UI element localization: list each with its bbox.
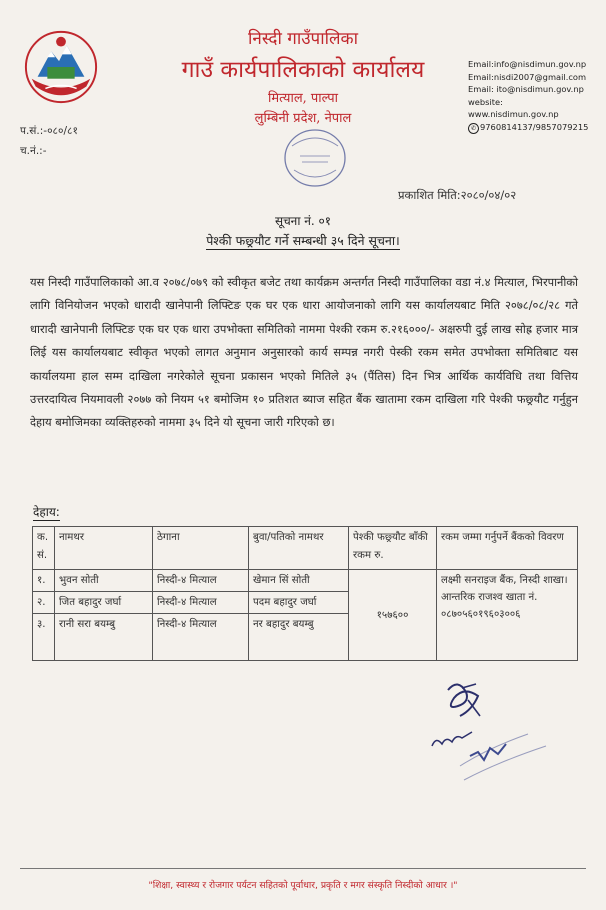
signature-icon (418, 676, 558, 786)
table-row (33, 570, 578, 592)
header-address: ठेगाना (153, 527, 249, 570)
notice-title-text: पेश्की फछ्र्यौट गर्ने सम्बन्धी ३५ दिने सूचना। (206, 233, 400, 248)
header-serial: क. सं. (33, 527, 55, 570)
notice-title (0, 232, 606, 249)
table-header-row (33, 527, 578, 570)
header-amount: पेश्की फछ्र्यौट बाँकी रकम रु. (349, 527, 437, 570)
dispatch-number: च.नं.:- (20, 145, 47, 157)
office-location: मित्याल, पाल्पा (268, 91, 338, 106)
bank-name: लक्ष्मी सनराइज बैंक, निस्दी शाखा। (441, 575, 568, 586)
bank-details (437, 570, 578, 661)
phone-numbers: 9760814137/9857079215 (480, 121, 589, 132)
row-address: निस्दी-४ मित्याल (153, 592, 249, 614)
row-address: निस्दी-४ मित्याल (153, 570, 249, 592)
office-name: गाउँ कार्यपालिकाको कार्यालय (181, 57, 425, 83)
email-2: Email:nisdi2007@gmail.com (468, 71, 587, 82)
header-name: नामथर (55, 527, 153, 570)
row-father: पदम बहादुर जर्घा (249, 592, 349, 614)
advance-details-table (32, 526, 578, 661)
footer-divider (20, 868, 586, 869)
schedule-label: देहाय: (33, 505, 60, 519)
row-address: निस्दी-४ मित्याल (153, 614, 249, 661)
row-name: जित बहादुर जर्घा (55, 592, 153, 614)
website-label: website: (468, 96, 503, 107)
website-url: www.nisdimun.gov.np (468, 109, 559, 120)
row-name: रानी सरा बयम्बु (55, 614, 153, 661)
municipality-name: निस्दी गाउँपालिका (247, 29, 359, 49)
notice-number: सूचना नं. ०१ (274, 214, 332, 228)
row-father: खेमान सिं सोती (249, 570, 349, 592)
email-1: Email:info@nisdimun.gov.np (468, 59, 587, 69)
contact-block (468, 58, 604, 134)
row-name: भुवन सोती (55, 570, 153, 592)
phone-numbers-row (468, 121, 604, 134)
phone-icon: ✆ (468, 123, 479, 134)
outstanding-amount: १५७६०० (349, 570, 437, 661)
row-serial: १. (33, 570, 55, 592)
letter-reference-number: प.सं.:-०८०/८१ (20, 125, 78, 137)
row-father: नर बहादुर बयम्बु (249, 614, 349, 661)
row-serial: ३. (33, 614, 55, 661)
header-bank: रकम जम्मा गर्नुपर्ने बैंकको विवरण (437, 527, 578, 570)
bank-account: आन्तरिक राजश्व खाता नं. ०८७०५६०१९६०३००६ (441, 592, 538, 620)
email-3: Email: ito@nisdimun.gov.np (468, 84, 584, 95)
province-country: लुम्बिनी प्रदेश, नेपाल (254, 111, 352, 126)
footer-slogan: "शिक्षा, स्वास्थ्य र रोजगार पर्यटन सहितको पूर्वाधार, प्रकृति र मगर संस्कृति निस्दीको आधार ।" (148, 880, 458, 891)
office-stamp-icon (282, 126, 348, 190)
publication-date: प्रकाशित मिति:२०८०/०४/०२ (398, 188, 517, 202)
row-serial: २. (33, 592, 55, 614)
notice-body: यस निस्दी गाउँपालिकाको आ.व २०७८/०७९ को स्वीकृत बजेट तथा कार्यक्रम अन्तर्गत निस्दी गाउँपालिका वडा नं.४ मित्याल, भिरपानीको लागि विनियोजन भएको धारादी खानेपानी लिफ्टिङ एक घर एक धारा आयोजनाको लागि यस कार्यालयबाट मिति २०७८/०८/२८ गते धारादी खानेपानी लिफ्टिङ एक घर एक धारा उपभोक्ता समितिको नाममा पेश्की रकम रु.२१६०००/- अक्षरुपी दुई लाख सोह्र हजार मात्र लिई यस कार्यालयबाट स्वीकृत भएको लागत अनुमान अनुसारको कार्य सम्पन्न नगरी पेस्की रकम समेत उपभोक्ता समितिबाट यस कार्यालयमा हाल सम्म दाखिला नगरेकोले सूचना प्रकासन भएको मितिले ३५ (पैंतिस) दिन भित्र आर्थिक कार्यविधि तथा वित्तिय उत्तरदायित्व नियमावली २०७७ को नियम ५१ बमोजिम १० प्रतिशत ब्याज सहित बैंक खातामा रकम दाखिला गरि पेश्की फछ्र्यौट गर्नुहुन देहाय बमोजिमका व्यक्तिहरुको नाममा ३५ दिने यो सूचना जारी गरिएको छ। (30, 275, 578, 430)
header-father-husband: बुवा/पतिको नामथर (249, 527, 349, 570)
